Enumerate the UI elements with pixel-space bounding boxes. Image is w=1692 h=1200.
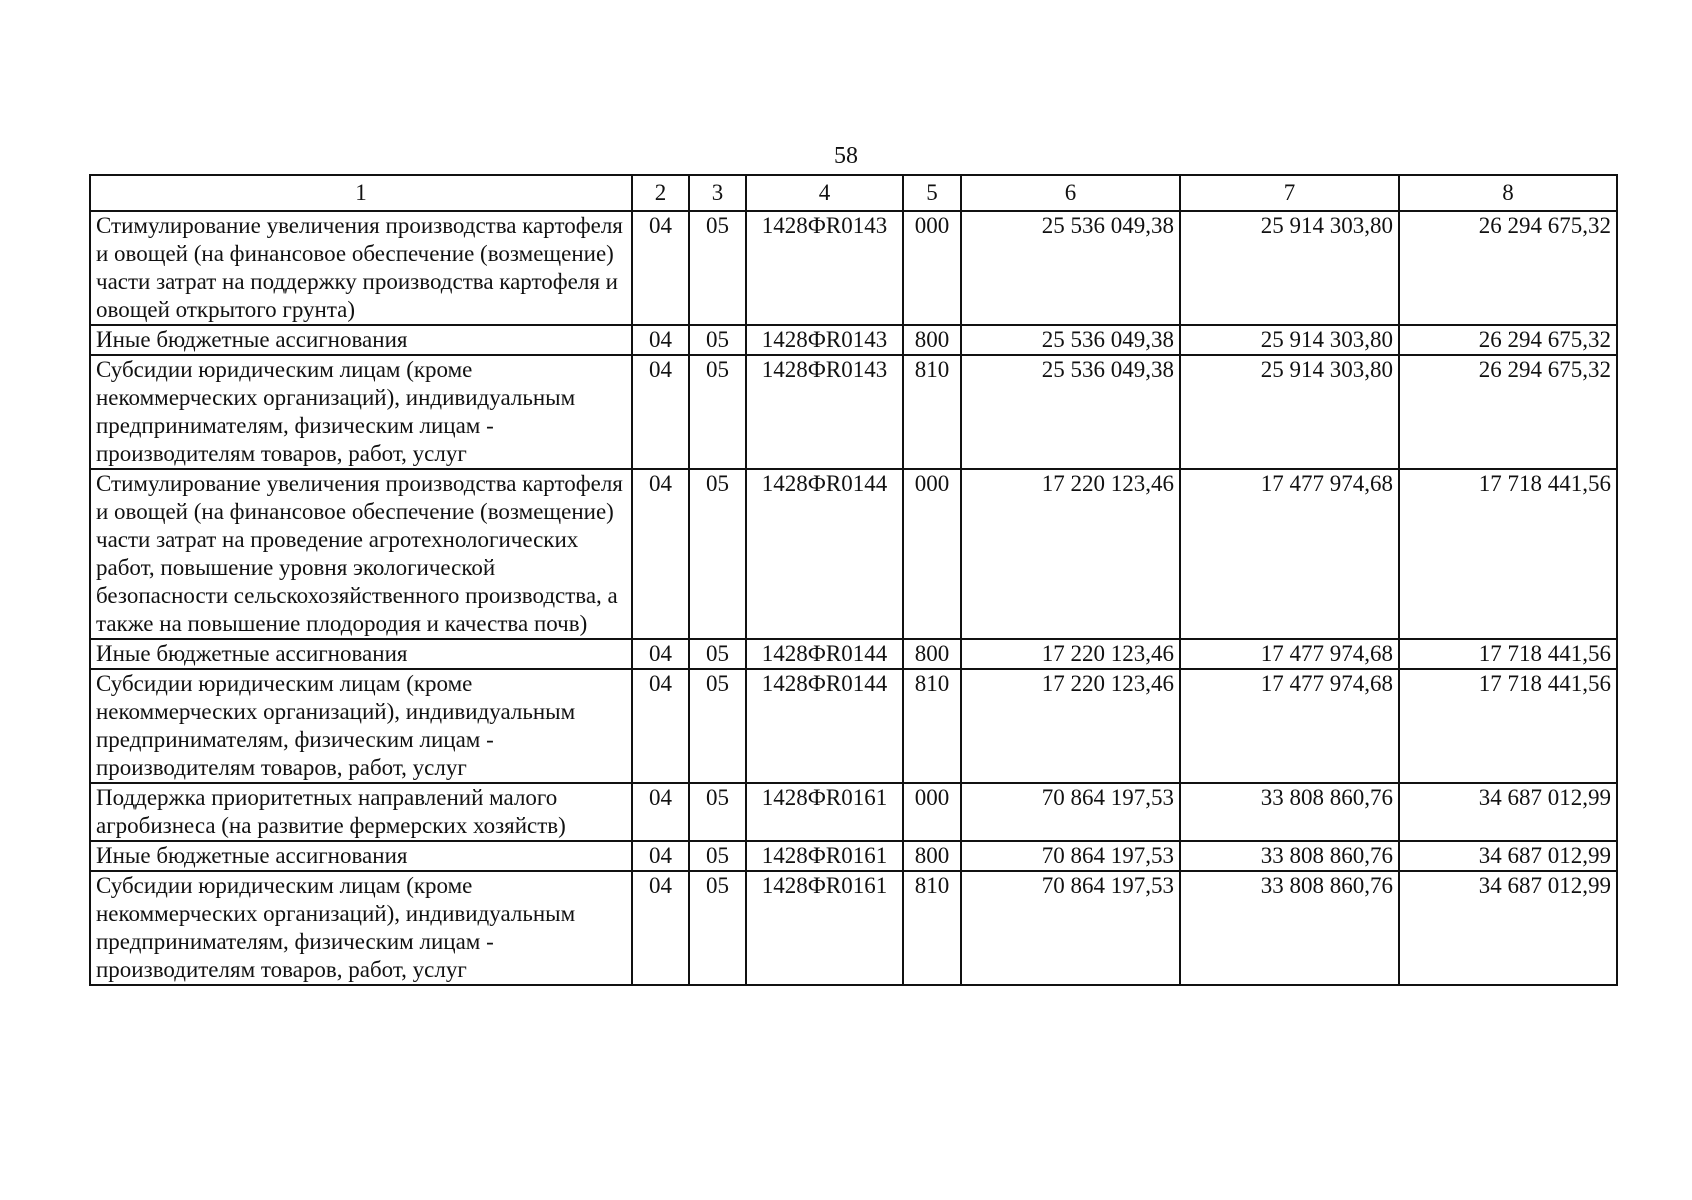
amount-col-7: 25 914 303,80 [1180, 325, 1399, 355]
subsection-code: 05 [689, 355, 746, 469]
section-code: 04 [632, 669, 689, 783]
expense-name: Стимулирование увеличения производства картофеля и овощей (на финансовое обеспечение (возмещение) части затрат на проведение агротехнологических работ, повышение уровня экологической безопасности сельскохозяйственного производства, а также на повышение плодородия и качества почв) [90, 469, 632, 639]
amount-col-6: 17 220 123,46 [961, 469, 1180, 639]
amount-col-8: 17 718 441,56 [1399, 669, 1617, 783]
amount-col-6: 25 536 049,38 [961, 211, 1180, 325]
amount-col-6: 70 864 197,53 [961, 841, 1180, 871]
target-article-code: 1428ФR0144 [746, 669, 903, 783]
table-row [90, 639, 1617, 669]
amount-col-8: 34 687 012,99 [1399, 871, 1617, 985]
amount-col-8: 26 294 675,32 [1399, 211, 1617, 325]
expense-type-code: 000 [903, 469, 961, 639]
table-row [90, 841, 1617, 871]
table-row [90, 355, 1617, 469]
expense-name: Субсидии юридическим лицам (кроме некоммерческих организаций), индивидуальным предпринимателям, физическим лицам - производителям товаров, работ, услуг [90, 355, 632, 469]
table-row [90, 325, 1617, 355]
table-row [90, 469, 1617, 639]
target-article-code: 1428ФR0143 [746, 325, 903, 355]
expense-type-code: 800 [903, 841, 961, 871]
subsection-code: 05 [689, 639, 746, 669]
subsection-code: 05 [689, 325, 746, 355]
section-code: 04 [632, 355, 689, 469]
amount-col-6: 17 220 123,46 [961, 639, 1180, 669]
expense-name: Субсидии юридическим лицам (кроме некоммерческих организаций), индивидуальным предпринимателям, физическим лицам - производителям товаров, работ, услуг [90, 871, 632, 985]
column-header-4: 4 [746, 175, 903, 211]
amount-col-7: 25 914 303,80 [1180, 211, 1399, 325]
amount-col-7: 17 477 974,68 [1180, 669, 1399, 783]
amount-col-7: 25 914 303,80 [1180, 355, 1399, 469]
expense-type-code: 810 [903, 871, 961, 985]
target-article-code: 1428ФR0144 [746, 639, 903, 669]
column-header-3: 3 [689, 175, 746, 211]
column-header-6: 6 [961, 175, 1180, 211]
section-code: 04 [632, 871, 689, 985]
expense-type-code: 000 [903, 783, 961, 841]
table-row [90, 211, 1617, 325]
target-article-code: 1428ФR0143 [746, 211, 903, 325]
expense-type-code: 800 [903, 325, 961, 355]
amount-col-8: 26 294 675,32 [1399, 355, 1617, 469]
subsection-code: 05 [689, 669, 746, 783]
target-article-code: 1428ФR0161 [746, 841, 903, 871]
section-code: 04 [632, 211, 689, 325]
section-code: 04 [632, 325, 689, 355]
expense-type-code: 810 [903, 355, 961, 469]
subsection-code: 05 [689, 841, 746, 871]
target-article-code: 1428ФR0143 [746, 355, 903, 469]
target-article-code: 1428ФR0161 [746, 871, 903, 985]
subsection-code: 05 [689, 871, 746, 985]
section-code: 04 [632, 469, 689, 639]
amount-col-7: 33 808 860,76 [1180, 783, 1399, 841]
column-header-5: 5 [903, 175, 961, 211]
expense-name: Поддержка приоритетных направлений малого агробизнеса (на развитие фермерских хозяйств) [90, 783, 632, 841]
amount-col-6: 25 536 049,38 [961, 325, 1180, 355]
amount-col-7: 17 477 974,68 [1180, 469, 1399, 639]
amount-col-7: 33 808 860,76 [1180, 871, 1399, 985]
section-code: 04 [632, 841, 689, 871]
amount-col-8: 26 294 675,32 [1399, 325, 1617, 355]
column-header-2: 2 [632, 175, 689, 211]
target-article-code: 1428ФR0144 [746, 469, 903, 639]
table-row [90, 669, 1617, 783]
amount-col-8: 34 687 012,99 [1399, 841, 1617, 871]
subsection-code: 05 [689, 211, 746, 325]
amount-col-6: 70 864 197,53 [961, 783, 1180, 841]
target-article-code: 1428ФR0161 [746, 783, 903, 841]
amount-col-6: 70 864 197,53 [961, 871, 1180, 985]
amount-col-7: 17 477 974,68 [1180, 639, 1399, 669]
expense-name: Иные бюджетные ассигнования [90, 639, 632, 669]
section-code: 04 [632, 783, 689, 841]
amount-col-8: 34 687 012,99 [1399, 783, 1617, 841]
column-header-7: 7 [1180, 175, 1399, 211]
amount-col-8: 17 718 441,56 [1399, 639, 1617, 669]
amount-col-6: 25 536 049,38 [961, 355, 1180, 469]
column-header-8: 8 [1399, 175, 1617, 211]
subsection-code: 05 [689, 469, 746, 639]
expense-name: Иные бюджетные ассигнования [90, 841, 632, 871]
header-row [90, 175, 1617, 211]
expense-type-code: 800 [903, 639, 961, 669]
amount-col-6: 17 220 123,46 [961, 669, 1180, 783]
expense-name: Стимулирование увеличения производства картофеля и овощей (на финансовое обеспечение (возмещение) части затрат на поддержку производства картофеля и овощей открытого грунта) [90, 211, 632, 325]
table-row [90, 871, 1617, 985]
amount-col-7: 33 808 860,76 [1180, 841, 1399, 871]
expense-type-code: 810 [903, 669, 961, 783]
section-code: 04 [632, 639, 689, 669]
budget-table [89, 174, 1618, 986]
column-header-1: 1 [90, 175, 632, 211]
amount-col-8: 17 718 441,56 [1399, 469, 1617, 639]
subsection-code: 05 [689, 783, 746, 841]
expense-type-code: 000 [903, 211, 961, 325]
page-number: 58 [834, 143, 858, 169]
expense-name: Иные бюджетные ассигнования [90, 325, 632, 355]
expense-name: Субсидии юридическим лицам (кроме некоммерческих организаций), индивидуальным предпринимателям, физическим лицам - производителям товаров, работ, услуг [90, 669, 632, 783]
table-row [90, 783, 1617, 841]
